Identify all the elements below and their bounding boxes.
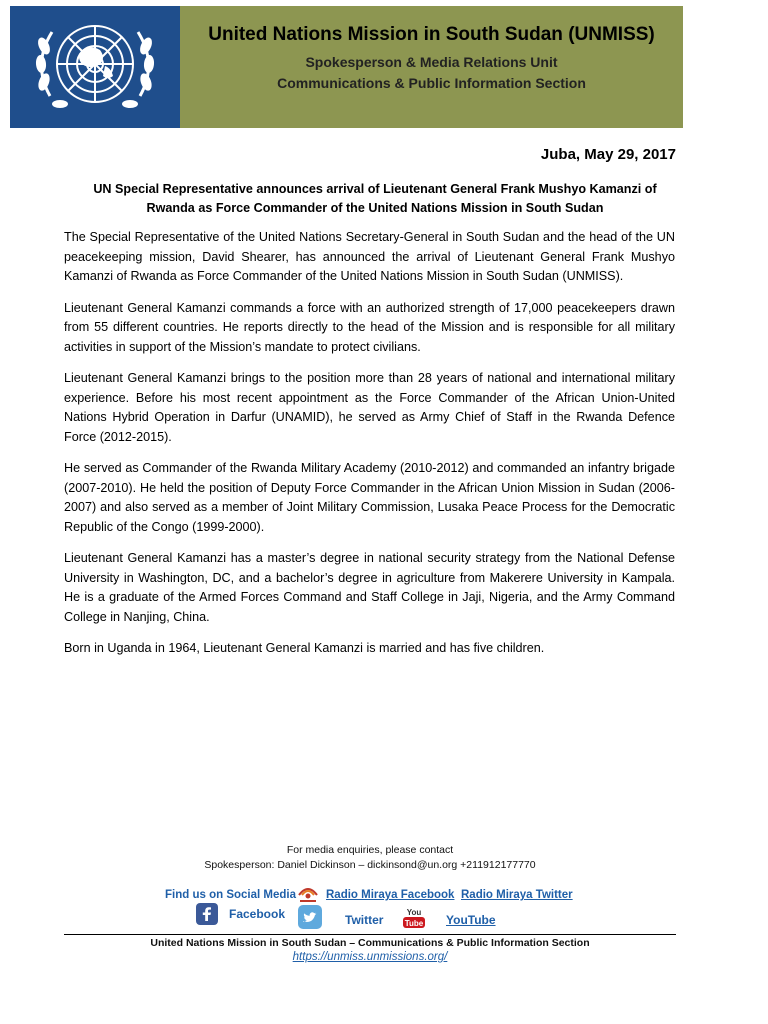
radio-miraya-icon [296,883,320,905]
social-icons-row [64,903,676,929]
paragraph: Lieutenant General Kamanzi brings to the position more than 28 years of national and international military experience. Before his most recent appointment as the Force Commander of the African Union-United Nations Hybrid Operation in Darfur (UNAMID), he served as Army Chief of Staff in the Rwanda Defence Force (2012-2015). [64,371,675,444]
header-band [180,6,683,128]
find-us-label: Find us on Social Media [165,889,296,901]
footer-divider [64,934,676,935]
youtube-icon-text-bottom: Tube [404,919,424,928]
dateline: Juba, May 29, 2017 [540,146,676,163]
contact-line-2: Spokesperson: Daniel Dickinson – dickinsond@un.org +211912177770 [204,859,536,871]
youtube-icon-text-top: You [406,908,422,917]
org-title: United Nations Mission in South Sudan (UNMISS) [208,24,655,45]
paragraph: Born in Uganda in 1964, Lieutenant General Kamanzi is married and has five children. [64,641,545,655]
facebook-link[interactable]: Facebook [229,907,286,921]
un-logo [10,6,180,128]
twitter-link[interactable]: Twitter [345,913,384,927]
youtube-icon[interactable] [402,906,426,930]
unit-line-1: Spokesperson & Media Relations Unit [305,54,558,70]
footer-url-link[interactable]: https://unmiss.unmissions.org/ [292,951,448,963]
radio-miraya-twitter-link[interactable]: Radio Miraya Twitter [461,889,573,901]
contact-line-1: For media enquiries, please contact [286,844,454,856]
paragraph: He served as Commander of the Rwanda Military Academy (2010-2012) and commanded an infantry brigade (2007-2010). He held the position of Deputy Force Commander in the African Union Mission in Sudan (2006-2007) and also served as a member of Joint Military Commission, Lusaka Peace Process for the Democratic Republic of the Congo (1999-2000). [64,461,675,534]
headline: UN Special Representative announces arrival of Lieutenant General Frank Mushyo Kamanzi of Rwanda as Force Commander of the United Nations Mission in South Sudan [93,182,657,215]
article-body [64,228,675,671]
footer-org-line: United Nations Mission in South Sudan – Communications & Public Information Section [150,937,590,949]
un-emblem-icon [10,6,180,128]
paragraph: The Special Representative of the United Nations Secretary-General in South Sudan and the head of the UN peacekeeping mission, David Shearer, has announced the arrival of Lieutenant General Frank Mushyo Kamanzi of Rwanda as Force Commander of the United Nations Mission in South Sudan (UNMISS). [64,230,675,283]
paragraph: Lieutenant General Kamanzi has a master’s degree in national security strategy from the National Defense University in Washington, DC, and a bachelor’s degree in agriculture from Makerere University in Kampala. He is a graduate of the Armed Forces Command and Staff College in Jaji, Nigeria, and the Army Command College in Nanjing, China. [64,551,675,624]
footer [64,843,676,963]
radio-miraya-facebook-link[interactable]: Radio Miraya Facebook [326,889,455,901]
unit-line-2: Communications & Public Information Section [277,75,586,91]
paragraph: Lieutenant General Kamanzi commands a force with an authorized strength of 17,000 peacekeepers drawn from 55 different countries. He reports directly to the head of the Mission and is responsible for all military activities in support of the Mission’s mandate to protect civilians. [64,300,675,354]
youtube-link[interactable]: YouTube [446,913,496,927]
facebook-icon[interactable] [196,903,218,925]
twitter-icon[interactable] [298,905,322,929]
